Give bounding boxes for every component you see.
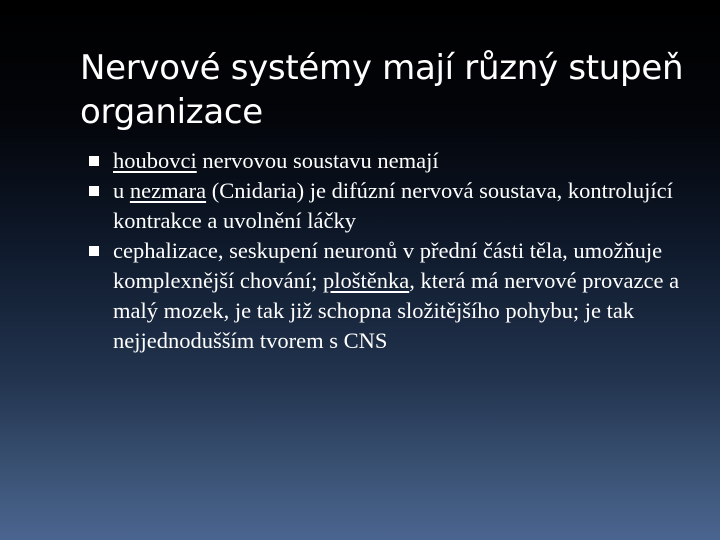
square-bullet-icon xyxy=(89,246,99,256)
slide-title-line-1: Nervové systémy mají různý stupeň xyxy=(80,48,684,88)
bullet-text: cephalizace, seskupení neuronů v přední části těla, umožňuje komplexnější chování; xyxy=(113,238,663,293)
bullet-list xyxy=(88,146,688,356)
slide-title xyxy=(80,46,690,134)
square-bullet-icon xyxy=(89,156,99,166)
bullet-item-cephalizace xyxy=(88,236,688,356)
bullet-text: , která má nervové provazce a malý mozek, je tak již schopna složitějšího pohybu; je tak nejjednodušším tvorem s CNS xyxy=(113,268,680,353)
bullet-text: (Cnidaria) je difúzní nervová soustava, kontrolující kontrakce a uvolnění láčky xyxy=(113,178,673,233)
bullet-item-houbovci xyxy=(88,146,688,176)
bullet-text: nervovou soustavu nemají xyxy=(196,148,439,173)
bullet-text: u xyxy=(113,178,130,203)
link-plostenka[interactable]: ploštěnka xyxy=(322,268,410,293)
link-houbovci[interactable]: houbovci xyxy=(113,148,197,173)
bullet-item-nezmar xyxy=(88,176,688,236)
link-nezmara[interactable]: nezmara xyxy=(129,178,207,203)
slide-title-line-2: organizace xyxy=(80,92,263,132)
square-bullet-icon xyxy=(89,186,99,196)
